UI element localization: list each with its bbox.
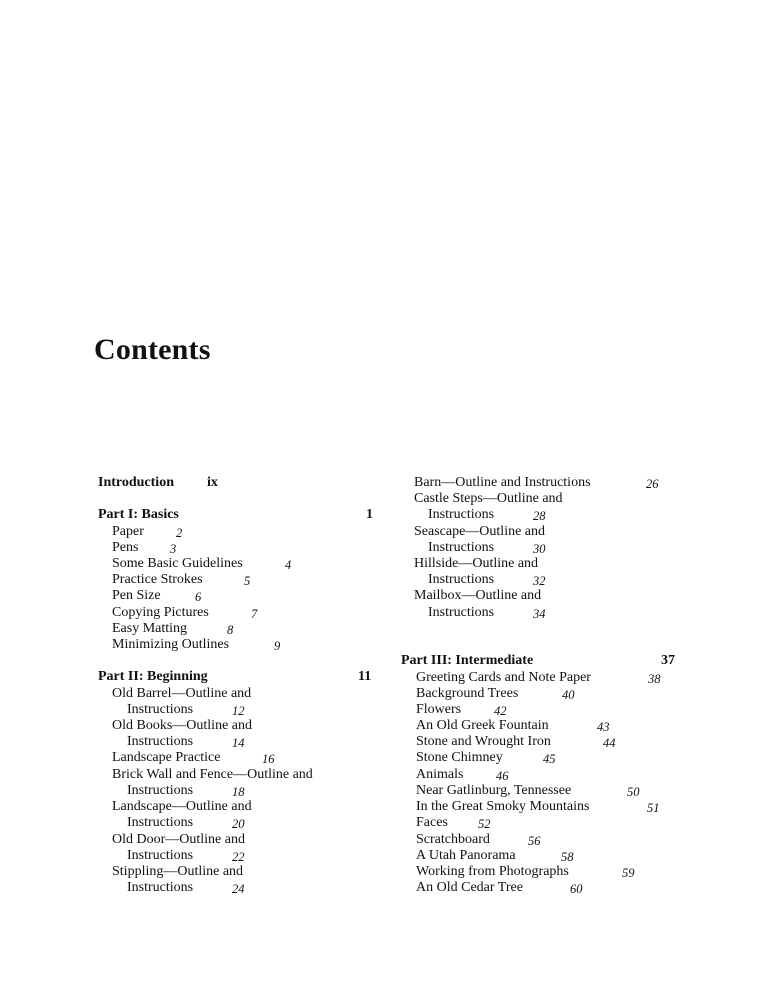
toc-entry-page: 7: [251, 607, 258, 621]
toc-entry-page: 24: [232, 882, 245, 896]
toc-entry-label: Landscape—Outline and: [112, 799, 252, 814]
toc-entry-page: 16: [262, 752, 275, 766]
toc-entry: [112, 686, 251, 702]
toc-entry: [414, 491, 563, 507]
toc-entry-page: 30: [533, 542, 546, 556]
toc-entry-page: 38: [648, 672, 661, 686]
toc-entry-page: 56: [528, 834, 541, 848]
toc-entry: [112, 718, 252, 734]
toc-entry-page: 14: [232, 736, 245, 750]
toc-entry: [416, 767, 463, 783]
toc-entry-label: Mailbox—Outline and: [414, 588, 542, 603]
toc-entry-label: Copying Pictures: [112, 605, 209, 620]
toc-entry-label: Greeting Cards and Note Paper: [416, 670, 591, 685]
toc-entry-label: Minimizing Outlines: [112, 637, 230, 652]
toc-entry-page: 5: [244, 574, 251, 588]
toc-entry: [112, 621, 187, 637]
toc-entry-page: 44: [603, 736, 616, 750]
toc-entry-label: Old Barrel—Outline and: [112, 686, 252, 701]
toc-entry-page: 46: [496, 769, 509, 783]
toc-entry-page: 51: [647, 801, 660, 815]
toc-entry-label: Instructions: [127, 783, 194, 798]
toc-entry-page: 60: [570, 882, 583, 896]
toc-entry-page: 6: [195, 590, 202, 604]
toc-entry-page: 52: [478, 817, 491, 831]
toc-entry-page: 3: [170, 542, 177, 556]
toc-entry-page: 40: [562, 688, 575, 702]
toc-entry-label: Faces: [416, 815, 448, 830]
toc-entry-label: Instructions: [127, 734, 194, 749]
toc-entry-label: An Old Cedar Tree: [416, 880, 523, 895]
toc-entry-label: Instructions: [127, 880, 194, 895]
toc-entry-page: 58: [561, 850, 574, 864]
toc-entry: [414, 475, 591, 491]
toc-entry-label: Landscape Practice: [112, 750, 221, 765]
toc-entry: [416, 686, 518, 702]
toc-entry: [416, 670, 591, 686]
toc-entry-page: 2: [176, 526, 183, 540]
toc-entry-label: Instructions: [428, 572, 495, 587]
toc-entry: [112, 588, 161, 604]
toc-entry: [112, 750, 220, 766]
toc-entry-page: 42: [494, 704, 507, 718]
part2-page: 11: [358, 669, 372, 684]
toc-entry: [416, 815, 448, 831]
toc-entry: [416, 799, 589, 815]
toc-entry: [112, 540, 138, 556]
toc-entry-continued: [428, 507, 494, 523]
toc-entry-label: Hillside—Outline and: [414, 556, 539, 571]
toc-entry-label: A Utah Panorama: [416, 848, 516, 863]
toc-entry: [112, 864, 243, 880]
toc-entry-label: An Old Greek Fountain: [416, 718, 549, 733]
toc-entry: [112, 799, 252, 815]
toc-entry-label: Background Trees: [416, 686, 519, 701]
toc-intro-page: ix: [207, 475, 218, 490]
toc-entry-label: Flowers: [416, 702, 462, 717]
toc-entry-label: Paper: [112, 524, 144, 539]
toc-entry-label: Stippling—Outline and: [112, 864, 244, 879]
toc-entry-continued: [127, 783, 193, 799]
toc-entry-page: 9: [274, 639, 281, 653]
toc-entry-label: Working from Photographs: [416, 864, 569, 879]
toc-intro: [98, 475, 218, 491]
toc-entry-page: 12: [232, 704, 245, 718]
toc-entry: [416, 783, 571, 799]
toc-entry-label: Instructions: [428, 540, 495, 555]
toc-entry-label: Instructions: [127, 702, 194, 717]
toc-entry-label: Instructions: [428, 605, 495, 620]
toc-entry-label: Stone and Wrought Iron: [416, 734, 551, 749]
toc-intro-label: Introduction: [98, 475, 174, 490]
toc-entry: [416, 734, 551, 750]
part3-page: 37: [661, 653, 675, 668]
toc-entry-continued: [428, 540, 494, 556]
toc-entry: [414, 588, 541, 604]
toc-entry-label: Barn—Outline and Instructions: [414, 475, 591, 490]
part3-heading: Part III: Intermediate: [401, 653, 534, 668]
toc-entry-continued: [127, 880, 193, 896]
toc-entry: [112, 832, 245, 848]
toc-entry-page: 50: [627, 785, 640, 799]
toc-entry-label: In the Great Smoky Mountains: [416, 799, 590, 814]
toc-entry-label: Animals: [416, 767, 464, 782]
toc-entry-label: Some Basic Guidelines: [112, 556, 243, 571]
toc-entry-continued: [127, 734, 193, 750]
toc-entry-label: Castle Steps—Outline and: [414, 491, 563, 506]
toc-entry-page: 45: [543, 752, 556, 766]
part2-heading: Part II: Beginning: [98, 669, 208, 684]
part1-heading: Part I: Basics: [98, 507, 179, 522]
toc-entry: [414, 524, 545, 540]
toc-entry-label: Old Door—Outline and: [112, 832, 245, 847]
toc-entry-page: 59: [622, 866, 635, 880]
toc-entry: [416, 832, 490, 848]
toc-entry-label: Pen Size: [112, 588, 161, 603]
toc-entry-page: 34: [533, 607, 546, 621]
toc-entry-page: 4: [285, 558, 292, 572]
toc-entry-label: Brick Wall and Fence—Outline and: [112, 767, 313, 782]
part1-page: 1: [366, 507, 373, 522]
toc-entry-label: Scratchboard: [416, 832, 490, 847]
toc-entry-continued: [127, 702, 193, 718]
toc-entry-label: Seascape—Outline and: [414, 524, 546, 539]
toc-entry-label: Practice Strokes: [112, 572, 203, 587]
toc-entry-label: Old Books—Outline and: [112, 718, 252, 733]
toc-entry: [112, 637, 229, 653]
toc-entry-label: Easy Matting: [112, 621, 188, 636]
toc-entry-page: 22: [232, 850, 245, 864]
toc-entry-page: 8: [227, 623, 234, 637]
toc-entry-page: 26: [646, 477, 659, 491]
toc-entry-page: 20: [232, 817, 245, 831]
toc-entry: [416, 702, 461, 718]
toc-entry-continued: [127, 815, 193, 831]
toc-entry-label: Instructions: [127, 848, 194, 863]
toc-entry-page: 32: [533, 574, 546, 588]
toc-entry: [416, 718, 549, 734]
toc-entry-page: 18: [232, 785, 245, 799]
toc-entry: [112, 572, 203, 588]
toc-entry: [416, 864, 569, 880]
toc-entry-continued: [428, 605, 494, 621]
toc-entry-continued: [127, 848, 193, 864]
toc-entry-label: Near Gatlinburg, Tennessee: [416, 783, 572, 798]
toc-entry: [416, 880, 523, 896]
toc-entry: [112, 524, 144, 540]
toc-entry-label: Pens: [112, 540, 139, 555]
toc-entry: [416, 848, 516, 864]
toc-entry: [112, 767, 313, 783]
toc-entry: [416, 750, 503, 766]
toc-entry: [112, 556, 243, 572]
toc-entry-page: 43: [597, 720, 610, 734]
toc-entry-continued: [428, 572, 494, 588]
toc-entry-page: 28: [533, 509, 546, 523]
toc-entry-label: Instructions: [127, 815, 194, 830]
toc-entry: [414, 556, 538, 572]
page-title: Contents: [94, 333, 211, 366]
toc-entry: [112, 605, 209, 621]
toc-entry-label: Stone Chimney: [416, 750, 503, 765]
toc-entry-label: Instructions: [428, 507, 495, 522]
